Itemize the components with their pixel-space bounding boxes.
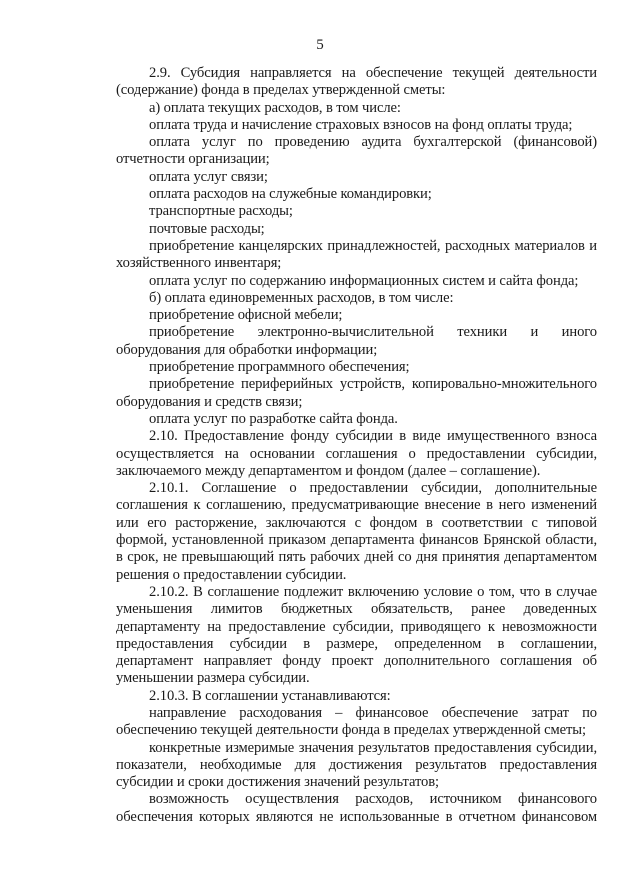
list-item-audit: оплата услуг по проведению аудита бухгалтерской (финансовой) отчетности организации;: [116, 134, 597, 168]
document-body: [116, 65, 597, 826]
list-item-unused-funds: возможность осуществления расходов, источником финансового обеспечения которых являются не использованные в отчетном финансовом: [116, 791, 597, 825]
list-item-b: б) оплата единовременных расходов, в том числе:: [149, 289, 454, 306]
list-item-business-trips: оплата расходов на служебные командировки;: [149, 186, 432, 203]
list-item-info-systems: оплата услуг по содержанию информационных систем и сайта фонда;: [149, 272, 579, 289]
paragraph-2-9: 2.9. Субсидия направляется на обеспечение текущей деятельности (содержание) фонда в пределах утвержденной сметы:: [116, 65, 597, 99]
list-item-results: конкретные измеримые значения результатов предоставления субсидии, показатели, необходимые для достижения результатов предоставления субсидии и сроки достижения значений результатов;: [116, 739, 597, 791]
list-item-peripherals: приобретение периферийных устройств, копировально-множительного оборудования и средств связи;: [116, 376, 597, 410]
page-number: 5: [316, 37, 324, 53]
list-item-website: оплата услуг по разработке сайта фонда.: [149, 410, 398, 427]
paragraph-2-10: 2.10. Предоставление фонду субсидии в виде имущественного взноса осуществляется на основании соглашения о предоставлении субсидии, заключаемого между департаментом и фондом (далее – соглашение).: [116, 428, 597, 479]
list-item-direction: направление расходования – финансовое обеспечение затрат по обеспечению текущей деятельности фонда в пределах утвержденной сметы;: [116, 704, 597, 739]
list-item-a: а) оплата текущих расходов, в том числе:: [149, 99, 401, 116]
paragraph-2-10-2: 2.10.2. В соглашение подлежит включению условие о том, что в случае уменьшения лимитов бюджетных обязательств, ранее доведенных департаменту на предоставление субсидии, приводящего к невозможности предоставления субсидии в размере, определенном в соглашении, департамент направляет фонду проект дополнительного соглашения об уменьшении размера субсидии.: [116, 583, 597, 687]
list-item-furniture: приобретение офисной мебели;: [149, 307, 343, 324]
list-item-transport: транспортные расходы;: [149, 203, 293, 220]
list-item-stationery: приобретение канцелярских принадлежностей, расходных материалов и хозяйственного инвентаря;: [116, 237, 597, 272]
list-item-communication: оплата услуг связи;: [149, 168, 268, 185]
list-item-computers: приобретение электронно-вычислительной техники и иного оборудования для обработки информации;: [116, 324, 597, 358]
list-item-payroll: оплата труда и начисление страховых взносов на фонд оплаты труда;: [149, 116, 573, 133]
paragraph-2-10-1: 2.10.1. Соглашение о предоставлении субсидии, дополнительные соглашения к соглашению, предусматривающие внесение в него изменений или его расторжение, заключаются с фондом в соответствии с типовой формой, установленной приказом департамента финансов Брянской области, в срок, не превышающий пять рабочих дней со дня принятия департаментом решения о предоставлении субсидии.: [116, 480, 597, 583]
list-item-postal: почтовые расходы;: [149, 220, 265, 237]
paragraph-2-10-3: 2.10.3. В соглашении устанавливаются:: [149, 687, 391, 704]
list-item-software: приобретение программного обеспечения;: [149, 359, 410, 376]
